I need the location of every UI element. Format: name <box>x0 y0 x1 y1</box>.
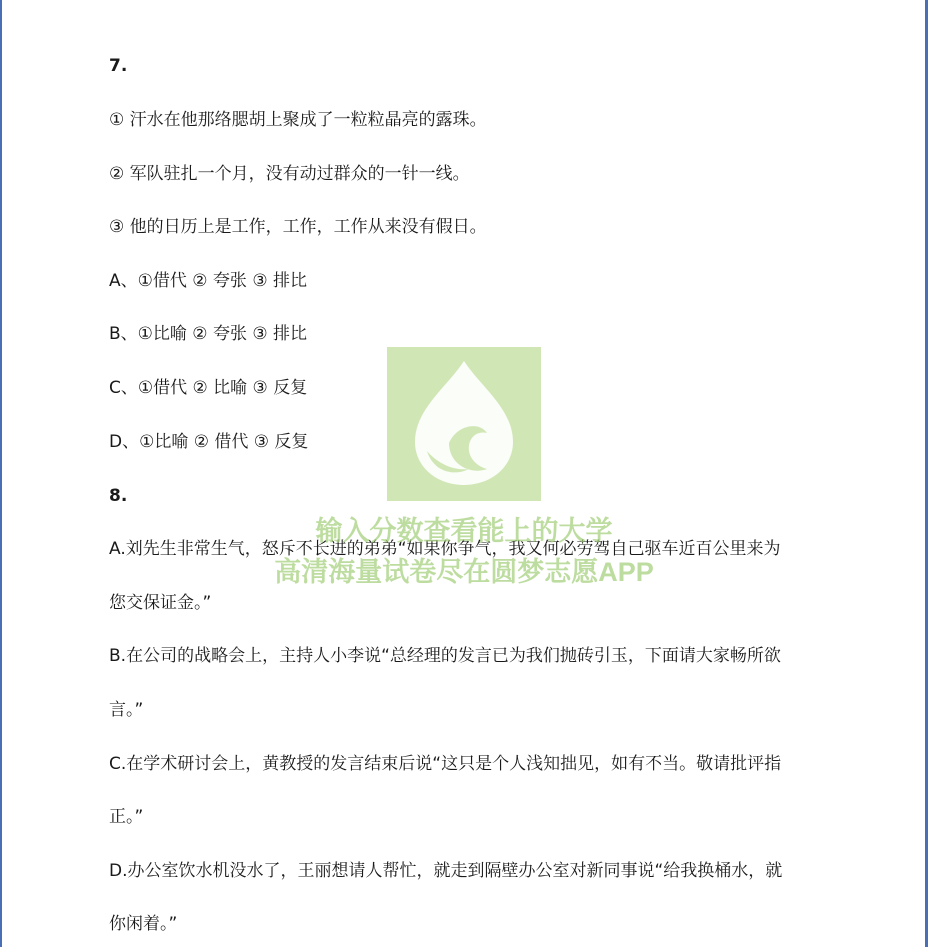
sentence-line: ③ 他的日历上是工作，工作，工作从来没有假日。 <box>109 217 487 237</box>
option-c-line-1: C.在学术研讨会上，黄教授的发言结束后说“这只是个人浅知拙见，如有不当。敬请批评指 <box>109 754 782 774</box>
question-number: 8. <box>109 486 128 506</box>
option-a-line-1: A.刘先生非常生气，怒斥不长进的弟弟“如果你争气，我又何必劳驾自己驱车近百公里来为 <box>109 539 781 559</box>
flame-bird-icon <box>387 347 541 501</box>
sentence-line: ② 军队驻扎一个月，没有动过群众的一针一线。 <box>109 164 470 184</box>
option-c-line-2: 正。” <box>109 807 144 827</box>
answer-option-c: C、①借代 ② 比喻 ③ 反复 <box>109 378 308 398</box>
option-b-line-2: 言。” <box>109 700 144 720</box>
sentence-line: ① 汗水在他那络腮胡上聚成了一粒粒晶亮的露珠。 <box>109 110 487 130</box>
answer-option-b: B、①比喻 ② 夸张 ③ 排比 <box>109 324 307 344</box>
answer-option-a: A、①借代 ② 夸张 ③ 排比 <box>109 271 307 291</box>
question-number: 7. <box>109 56 128 76</box>
answer-option-d: D、①比喻 ② 借代 ③ 反复 <box>109 432 309 452</box>
watermark-text-2: 高清海量试卷尽在圆梦志愿APP <box>274 557 654 587</box>
watermark-logo <box>387 347 541 501</box>
option-d-line-1: D.办公室饮水机没水了，王丽想请人帮忙，就走到隔壁办公室对新同事说“给我换桶水，就 <box>109 861 783 881</box>
watermark-text-1: 输入分数查看能上的大学 <box>315 516 613 546</box>
option-a-line-2: 您交保证金。” <box>109 593 212 613</box>
option-d-line-2: 你闲着。” <box>109 914 178 934</box>
page-border-left <box>0 0 2 947</box>
option-b-line-1: B.在公司的战略会上，主持人小李说“总经理的发言已为我们抛砖引玉，下面请大家畅所欲 <box>109 646 781 666</box>
